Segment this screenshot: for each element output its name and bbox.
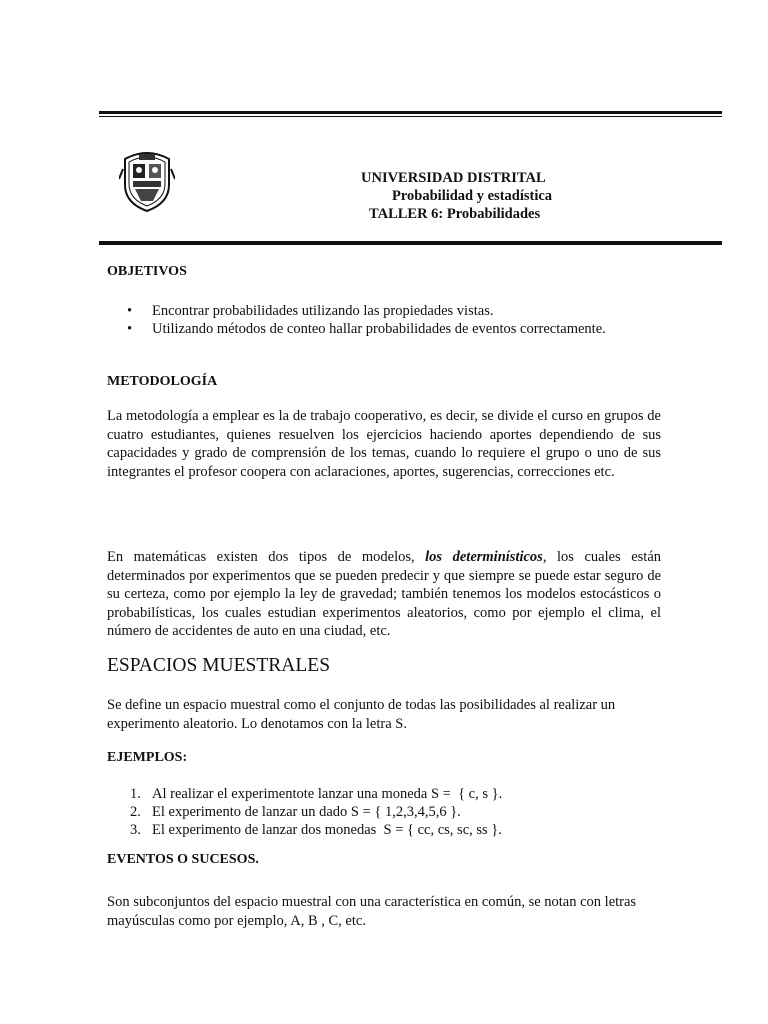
modelos-text-end: , los cuales están determinados por experimentos que se pueden predecir y que siempre se puede estar seguro de su certeza, como por ejemplo la ley de gravedad; también tenemos los modelos estocásticos o probabilísticas, los cuales estudian experimentos aleatorios, como por ejemplo el clima, el número de accidentes de auto en una ciudad, etc. — [107, 549, 662, 639]
ejemplos-heading: EJEMPLOS: — [107, 750, 188, 765]
list-item — [107, 821, 502, 839]
list-number: 1. — [130, 786, 141, 802]
list-number: 2. — [130, 804, 141, 820]
list-item: • Utilizando métodos de conteo hallar probabilidades de eventos correctamente. — [107, 320, 606, 338]
espacios-paragraph: Se define un espacio muestral como el conjunto de todas las posibilidades al realizar un experimento aleatorio. Lo denotamos con la letra S. — [107, 697, 616, 732]
header-rule-bottom — [99, 241, 722, 245]
header-rule-top — [99, 111, 722, 114]
list-item: • Encontrar probabilidades utilizando las propiedades vistas. — [107, 302, 606, 320]
eventos-paragraph: Son subconjuntos del espacio muestral con una característica en común, se notan con letras mayúsculas como por ejemplo, A, B , C, etc. — [107, 894, 637, 929]
objetivos-list — [107, 302, 606, 338]
list-item — [107, 803, 502, 821]
header-rule-top-thin — [99, 116, 722, 117]
modelos-paragraph — [107, 548, 661, 641]
metodologia-paragraph: La metodología a emplear es la de trabajo cooperativo, es decir, se divide el curso en grupos de cuatro estudiantes, quienes resuelven los ejercicios haciendo aportes dependiendo de sus capacidades y grado de comprensión de los temas, cuando lo requiere el grupo o uno de sus integrantes el profesor coopera con aclaraciones, aportes, sugerencias, correcciones etc. — [107, 408, 661, 480]
metodologia-heading: METODOLOGÍA — [107, 374, 218, 389]
university-crest-icon — [119, 149, 175, 212]
espacios-heading: ESPACIOS MUESTRALES — [107, 655, 331, 676]
eventos-heading: EVENTOS O SUCESOS. — [107, 852, 259, 867]
modelos-emphasis: los determinísticos — [425, 549, 543, 565]
university-name: UNIVERSIDAD DISTRITAL — [361, 170, 546, 186]
workshop-title: TALLER 6: Probabilidades — [369, 206, 541, 222]
list-number: 3. — [130, 822, 141, 838]
course-name: Probabilidad y estadística — [392, 188, 553, 204]
list-text: El experimento de lanzar dos monedas S = { cc, cs, sc, ss }. — [152, 822, 502, 838]
list-item — [107, 785, 502, 803]
list-text: El experimento de lanzar un dado S = { 1,2,3,4,5,6 }. — [152, 804, 461, 820]
objetivos-heading: OBJETIVOS — [107, 264, 187, 279]
list-text: Al realizar el experimentote lanzar una moneda S = { c, s }. — [152, 786, 503, 802]
modelos-text-start: En matemáticas existen dos tipos de modelos, — [107, 549, 426, 565]
ejemplos-list — [107, 785, 502, 839]
